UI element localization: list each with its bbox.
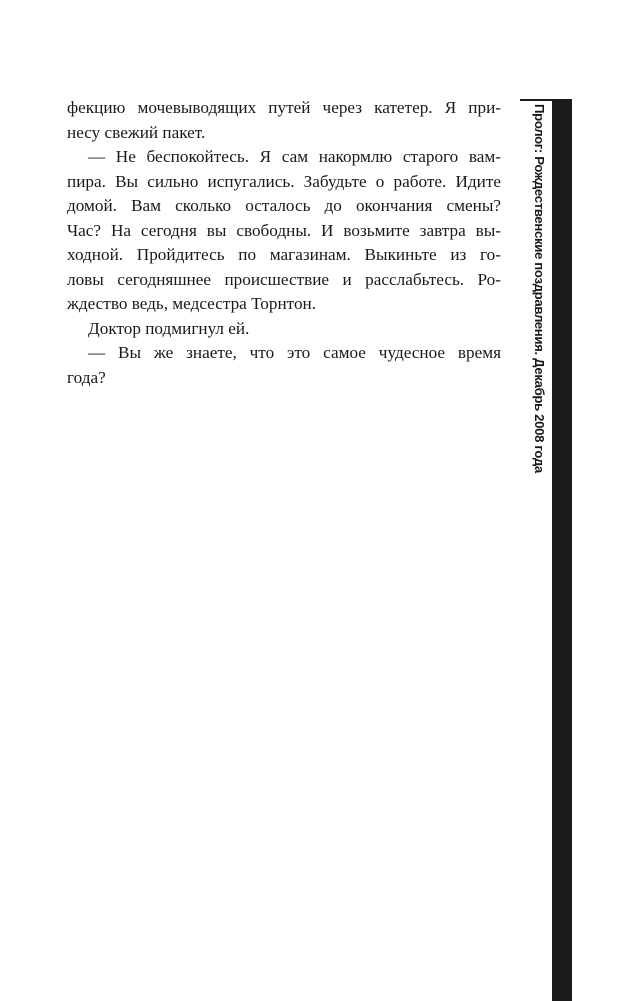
running-head xyxy=(529,104,549,473)
text-line: года? xyxy=(67,367,106,387)
text-line: ждество ведь, медсестра Торнтон. xyxy=(67,294,317,313)
text-line: фекцию мочевыводящих путей через катетер. Я при- xyxy=(67,98,501,117)
text-line: несу свежий пакет. xyxy=(67,122,206,142)
running-head-title: Пролог: Рождественские поздравления. Декабрь 2008 года xyxy=(532,104,547,473)
text-line: — Вы же знаете, что это самое чудесное время xyxy=(88,343,501,362)
text-line: Час? На сегодня вы свободны. И возьмите завтра вы- xyxy=(67,220,501,240)
text-line: ловы сегодняшнее происшествие и расслабьтесь. Ро- xyxy=(67,269,501,289)
text-line: домой. Вам сколько осталось до окончания смены? xyxy=(67,196,501,215)
text-line: Доктор подмигнул ей. xyxy=(88,318,250,338)
edge-bar xyxy=(552,99,572,1001)
text-line: ходной. Пройдитесь по магазинам. Выкиньте из го- xyxy=(67,245,501,264)
body-text xyxy=(67,96,501,390)
text-line: — Не беспокойтесь. Я сам накормлю старого вам- xyxy=(88,147,501,166)
text-line: пира. Вы сильно испугались. Забудьте о работе. Идите xyxy=(67,171,501,191)
